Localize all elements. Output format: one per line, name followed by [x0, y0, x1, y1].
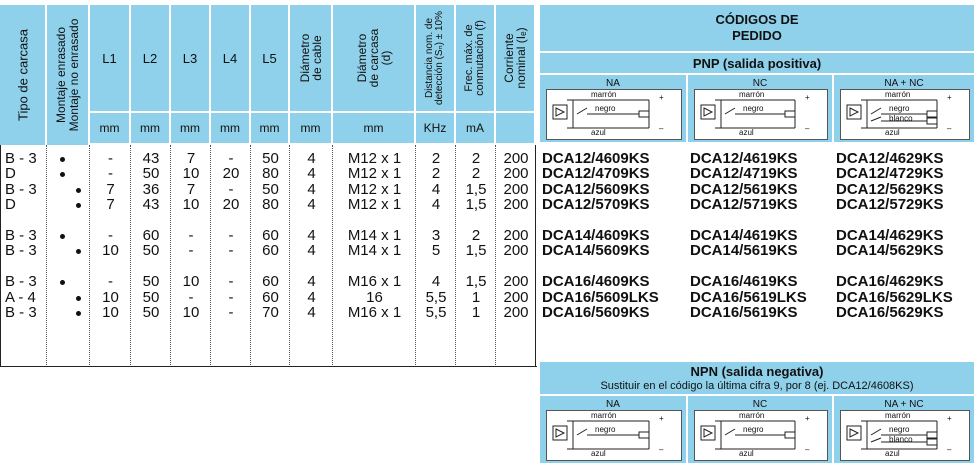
unit-cell: mm [131, 113, 169, 143]
l2-cell: 43 [142, 196, 160, 214]
l1-header: L1 [90, 5, 129, 111]
current-cell: 200 [503, 242, 529, 260]
casing-type-cell: B - 3 [5, 242, 37, 260]
blue-label: azul [739, 449, 754, 458]
pnp-diagram-cell [834, 75, 974, 142]
casing-type-header-line: Tipo de carcasa [15, 28, 30, 122]
wiring-diagram [546, 89, 682, 140]
wiring-diagram [840, 89, 970, 140]
mounting-header [47, 5, 88, 145]
order-code: DCA16/4609KS [542, 273, 650, 291]
mount-nonflush-label: Montaje no enrasado [66, 18, 81, 132]
wiring-diagram [840, 410, 970, 461]
l3-cell: 10 [182, 196, 200, 214]
order-code: DCA12/4619KS [690, 150, 798, 167]
table-row [0, 198, 977, 213]
distance-cell: 4 [431, 180, 441, 198]
distance-cell: 2 [431, 150, 441, 167]
order-code: DCA16/5629LKS [836, 288, 953, 306]
order-code: DCA12/4709KS [542, 165, 650, 183]
casing-type-cell: D [5, 196, 16, 214]
diagram-title: NA + NC [884, 398, 924, 410]
blue-label: azul [885, 128, 900, 137]
l3-cell: 10 [182, 165, 200, 183]
blue-label: azul [591, 128, 606, 137]
detection-distance-header [416, 5, 454, 111]
l1-cell: 10 [102, 288, 119, 306]
detection-distance-header-text [425, 11, 445, 105]
l3-cell: 7 [186, 150, 196, 167]
casing-type-cell: D [5, 165, 16, 183]
switch-frequency-header [456, 5, 494, 111]
frequency-cell: 2 [471, 227, 481, 244]
unit-cell [496, 113, 534, 143]
pnp-title: PNP (salida positiva) [540, 53, 974, 73]
distance-cell: 5 [431, 242, 441, 260]
casing-diameter-cell: M12 x 1 [347, 165, 402, 183]
frequency-cell: 1,5 [465, 273, 487, 291]
wiring-diagram [694, 410, 828, 461]
l4-cell: 20 [222, 165, 240, 183]
order-code: DCA14/4629KS [836, 227, 944, 244]
brown-label: marrón [591, 90, 617, 99]
minus-label: – [659, 445, 664, 454]
l4-cell: - [228, 273, 234, 291]
unit-cell: KHz [416, 113, 454, 143]
load-2 [927, 118, 937, 124]
order-code: DCA12/4629KS [836, 150, 944, 167]
rated-current-header [496, 5, 534, 111]
npn-title: NPN (salida negativa) [690, 363, 824, 379]
npn-diagram-cell [540, 396, 686, 463]
rated-current-header-text [503, 27, 527, 88]
switch-frequency-header-line: Frec. máx. de [463, 24, 475, 92]
unit-cell: mm [251, 113, 288, 143]
l5-cell: 50 [262, 150, 279, 167]
brown-label: marrón [885, 90, 911, 99]
minus-label: – [947, 124, 952, 133]
unit-cell: mm [211, 113, 249, 143]
mount-flush-label: Montaje enrasado [53, 26, 68, 124]
l3-cell: 10 [182, 273, 200, 291]
order-code: DCA16/5619KS [690, 304, 798, 321]
casing-type-cell: B - 3 [5, 150, 37, 167]
l5-cell: 50 [262, 180, 279, 198]
minus-label: – [805, 124, 810, 133]
cable-cell: 4 [307, 165, 316, 183]
table-row [0, 244, 977, 259]
l2-cell: 50 [142, 273, 160, 291]
frequency-cell: 2 [471, 165, 481, 183]
plus-label: + [947, 93, 952, 102]
distance-cell: 3 [431, 227, 441, 244]
frequency-cell: 1,5 [465, 196, 487, 214]
l2-cell: 50 [142, 304, 160, 321]
order-code: DCA14/5619KS [690, 242, 798, 260]
l1-cell: - [108, 150, 113, 167]
casing-type-cell: A - 4 [5, 288, 36, 306]
casing-type-cell: B - 3 [5, 180, 37, 198]
diagram-title: NC [752, 77, 768, 89]
order-code: DCA14/5609KS [542, 242, 650, 260]
unit-cell: mm [333, 113, 414, 143]
switch-contact [577, 429, 587, 435]
order-code: DCA12/5709KS [542, 196, 650, 214]
detection-distance-header-line: detección (Sₙ) ± 10% [434, 11, 445, 105]
distance-cell: 2 [431, 165, 441, 183]
casing-diameter-cell: M12 x 1 [347, 150, 402, 167]
l2-cell: 50 [142, 165, 160, 183]
order-code: DCA12/5609KS [542, 180, 650, 198]
cable-diameter-header [290, 5, 331, 111]
distance-cell: 5,5 [425, 288, 447, 306]
casing-diameter-cell: M16 x 1 [347, 304, 402, 321]
unit-cell: mA [456, 113, 494, 143]
cable-cell: 4 [307, 180, 316, 198]
black-label: negro [595, 425, 616, 434]
npn-diagram-cell [834, 396, 974, 463]
l4-cell: - [228, 288, 234, 306]
l5-cell: 70 [262, 304, 279, 321]
load [785, 432, 795, 438]
plus-label: + [659, 414, 664, 423]
cable-diameter-header-text [299, 34, 323, 83]
codes-title-line: PEDIDO [732, 28, 782, 43]
order-code: DCA16/4619KS [690, 273, 798, 291]
white-label: blanco [889, 435, 913, 444]
brown-label: marrón [591, 411, 617, 420]
l4-header: L4 [211, 5, 249, 111]
switch-contact-2 [871, 438, 881, 442]
order-code: DCA12/5729KS [836, 196, 944, 214]
load [927, 111, 937, 117]
flush-mount-dot [60, 157, 65, 162]
l5-cell: 60 [262, 227, 279, 244]
wiring-diagram [546, 410, 682, 461]
current-cell: 200 [503, 196, 529, 214]
order-code: DCA14/4609KS [542, 227, 650, 244]
order-code: DCA14/4619KS [690, 227, 798, 244]
order-code: DCA12/4729KS [836, 165, 944, 183]
l5-cell: 60 [262, 273, 279, 291]
cable-cell: 4 [307, 227, 316, 244]
l3-cell: 10 [182, 304, 200, 321]
brown-label: marrón [739, 90, 765, 99]
cable-cell: 4 [307, 196, 316, 214]
casing-diameter-header [333, 5, 414, 111]
plus-label: + [659, 93, 664, 102]
l2-cell: 60 [142, 227, 160, 244]
casing-diameter-cell: M14 x 1 [347, 242, 402, 260]
cable-cell: 4 [307, 150, 316, 167]
l2-cell: 43 [142, 150, 160, 167]
order-code: DCA16/5609LKS [542, 288, 659, 306]
load [927, 432, 937, 438]
l4-cell: - [228, 304, 234, 321]
distance-cell: 4 [431, 196, 441, 214]
pnp-diagram-cell [540, 75, 686, 142]
current-cell: 200 [503, 288, 529, 306]
minus-label: – [947, 445, 952, 454]
casing-diameter-header-line: Diámetro [354, 33, 369, 83]
current-cell: 200 [503, 180, 529, 198]
casing-diameter-header-line: de carcasa [366, 28, 381, 88]
frequency-cell: 1,5 [465, 180, 487, 198]
casing-type-header-text [16, 29, 29, 121]
l2-cell: 50 [142, 288, 160, 306]
plus-label: + [805, 414, 810, 423]
l5-cell: 60 [262, 288, 279, 306]
order-code: DCA16/5629KS [836, 304, 944, 321]
l4-cell: 20 [222, 196, 240, 214]
cable-cell: 4 [307, 288, 316, 306]
order-code: DCA12/5619KS [690, 180, 798, 198]
l1-cell: 7 [106, 196, 115, 214]
switch-contact-2 [871, 117, 881, 121]
frequency-cell: 2 [471, 150, 481, 167]
diagram-title: NC [752, 398, 768, 410]
order-code: DCA12/4719KS [690, 165, 798, 183]
l1-cell: 10 [102, 304, 119, 321]
casing-diameter-cell: M14 x 1 [347, 227, 402, 244]
l3-cell: - [188, 288, 194, 306]
brown-label: marrón [739, 411, 765, 420]
order-code: DCA16/4629KS [836, 273, 944, 291]
order-code: DCA12/5629KS [836, 180, 944, 198]
switch-frequency-header-line: conmutación (f) [474, 20, 486, 96]
unit-cell: mm [171, 113, 209, 143]
minus-label: – [805, 445, 810, 454]
plus-label: + [805, 93, 810, 102]
current-cell: 200 [503, 304, 529, 321]
cable-cell: 4 [307, 273, 316, 291]
flush-mount-dot [60, 280, 65, 285]
load [639, 432, 649, 438]
casing-type-header [0, 5, 45, 145]
diagram-title: NA [606, 398, 620, 410]
black-label: negro [595, 104, 616, 113]
l4-cell: - [228, 180, 234, 198]
l3-cell: - [188, 227, 194, 244]
l3-cell: - [188, 242, 194, 260]
casing-type-cell: B - 3 [5, 304, 37, 321]
npn-diagram-cell [688, 396, 832, 463]
mounting-header-text [55, 19, 81, 132]
l5-cell: 80 [262, 165, 279, 183]
unit-cell: mm [290, 113, 331, 143]
switch-frequency-header-text [464, 20, 486, 96]
black-label: negro [743, 104, 764, 113]
l4-cell: - [228, 227, 234, 244]
blue-label: azul [739, 128, 754, 137]
codes-header-title [540, 9, 974, 47]
l4-cell: - [228, 150, 234, 167]
order-code: DCA16/5609KS [542, 304, 650, 321]
minus-label: – [659, 124, 664, 133]
distance-cell: 5,5 [425, 304, 447, 321]
rated-current-header-line: nominal (Iₑ) [514, 27, 528, 89]
l5-cell: 60 [262, 242, 279, 260]
l1-cell: 10 [102, 242, 119, 260]
l1-cell: - [108, 273, 113, 291]
current-cell: 200 [503, 165, 529, 183]
order-code: DCA12/5719KS [690, 196, 798, 214]
l3-header: L3 [171, 5, 209, 111]
npn-header [540, 362, 974, 394]
black-label: negro [743, 425, 764, 434]
switch-contact [871, 429, 881, 435]
cable-diameter-header-line: Diámetro [297, 33, 312, 83]
l1-cell: 7 [106, 180, 115, 198]
table-bottom-rule [0, 366, 537, 367]
switch-contact [725, 108, 735, 114]
l1-cell: - [108, 165, 113, 183]
brown-label: marrón [885, 411, 911, 420]
cable-cell: 4 [307, 304, 316, 321]
casing-type-cell: B - 3 [5, 227, 37, 244]
casing-diameter-cell: 16 [366, 288, 383, 306]
white-label: blanco [889, 114, 913, 123]
l1-cell: - [108, 227, 113, 244]
frequency-cell: 1 [471, 288, 481, 306]
pnp-diagram-cell [688, 75, 832, 142]
switch-contact [725, 429, 735, 435]
casing-diameter-header-text [356, 29, 392, 88]
l4-cell: - [228, 242, 234, 260]
npn-note: Sustituir en el código la última cifra 9, por 8 (ej. DCA12/4608KS) [600, 379, 914, 392]
frequency-cell: 1 [471, 304, 481, 321]
wiring-diagram [694, 89, 828, 140]
casing-diameter-header-line: (d) [378, 50, 393, 66]
cable-cell: 4 [307, 242, 316, 260]
casing-diameter-cell: M12 x 1 [347, 196, 402, 214]
black-label: negro [889, 425, 910, 434]
rated-current-header-line: Corriente [502, 33, 516, 83]
distance-cell: 4 [431, 273, 441, 291]
l2-cell: 36 [142, 180, 160, 198]
order-code: DCA12/4609KS [542, 150, 650, 167]
blue-label: azul [885, 449, 900, 458]
plus-label: + [947, 414, 952, 423]
diagram-title: NA + NC [884, 77, 924, 89]
current-cell: 200 [503, 150, 529, 167]
frequency-cell: 1,5 [465, 242, 487, 260]
order-code: DCA16/5619LKS [690, 288, 807, 306]
codes-title-line: CÓDIGOS DE [715, 12, 799, 27]
switch-contact [577, 108, 587, 114]
load-2 [927, 439, 937, 445]
table-row [0, 306, 977, 321]
order-code: DCA14/5629KS [836, 242, 944, 260]
casing-diameter-cell: M12 x 1 [347, 180, 402, 198]
current-cell: 200 [503, 273, 529, 291]
l2-cell: 50 [142, 242, 160, 260]
current-cell: 200 [503, 227, 529, 244]
black-label: negro [889, 104, 910, 113]
casing-type-cell: B - 3 [5, 273, 37, 291]
load [785, 111, 795, 117]
codes-header [540, 5, 974, 51]
l5-cell: 80 [262, 196, 279, 214]
switch-contact [871, 108, 881, 114]
cable-diameter-header-line: de cable [309, 35, 324, 81]
blue-label: azul [591, 449, 606, 458]
diagram-title: NA [606, 77, 620, 89]
l3-cell: 7 [186, 180, 196, 198]
flush-mount-dot [60, 234, 65, 239]
unit-cell: mm [90, 113, 129, 143]
flush-mount-dot [60, 172, 65, 177]
detection-distance-header-line: Distancia nom. de [424, 17, 435, 99]
l5-header: L5 [251, 5, 288, 111]
casing-diameter-cell: M16 x 1 [347, 273, 402, 291]
l2-header: L2 [131, 5, 169, 111]
load [639, 111, 649, 117]
